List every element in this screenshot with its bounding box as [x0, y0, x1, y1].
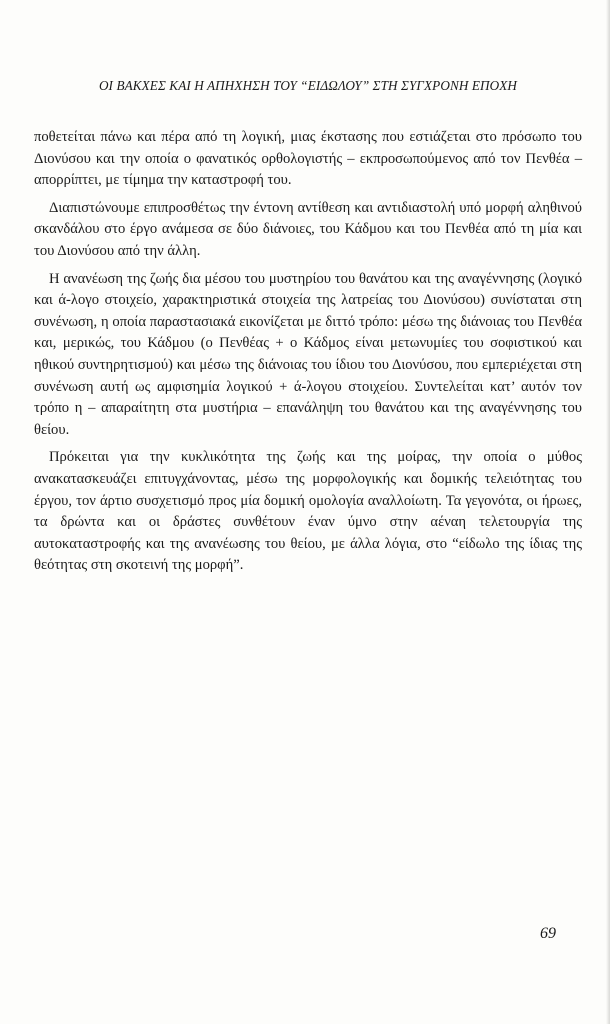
paragraph: ποθετείται πάνω και πέρα από τη λογική, μιας έκστασης που εστιάζεται στο πρόσωπο του Διονύσου και την οποία ο φανατικός ορθολογιστής – εκπροσωπούμενος από τον Πενθέα – απορρίπτει, με τίμημα την καταστροφή του.: [34, 129, 582, 189]
paragraph: Πρόκειται για την κυκλικότητα της ζωής και της μοίρας, την οποία ο μύθος ανακατασκευάζει επιτυγχάνοντας, μέσω της μορφολογικής και δομικής τελειότητας του έργου, τον άρτιο συσχετισμό προς μία δομική ομολογία αναλλοίωτη. Τα γεγονότα, οι ήρωες, τα δρώντα και οι δράστες συνθέτουν έναν ύμνο στην αέναη τελετουργία της αυτοκαταστροφής και της ανανέωσης του θείου, με άλλα λόγια, στο “είδωλο της ίδιας της θεότητας στη σκοτεινή της μορφή”.: [34, 449, 582, 574]
paragraph: Η ανανέωση της ζωής δια μέσου του μυστηρίου του θανάτου και της αναγέννησης (λογικό και ά-λογο στοιχείο, χαρακτηριστικά στοιχεία της λατρείας του Διονύσου) συνίσταται στη συνένωση, η οποία παραστασιακά εικονίζεται με διττό τρόπο: μέσω της διάνοιας του Πενθέα και, μερικώς, του Κάδμου (ο Πενθέας + ο Κάδμος είναι μετωνυμίες του σοφιστικού και ηθικού συντηρητισμού) και μέσω της διάνοιας του ίδιου του Διονύσου, που εμπεριέχεται στη συνένωση αυτή ως αμφισημία λογικού + ά-λογου στοιχείου. Συντελείται κατ’ αυτόν τον τρόπο η – απαραίτητη στα μυστήρια – επανάληψη του θανάτου και της αναγέννησης του θείου.: [34, 270, 582, 438]
page-edge-shadow: [606, 0, 610, 1024]
body-text: [34, 127, 582, 583]
running-header: ΟΙ ΒΑΚΧΕΣ ΚΑΙ Η ΑΠΗΧΗΣΗ ΤΟΥ “ΕΙΔΩΛΟΥ” ΣΤΗ ΣΥΓΧΡΟΝΗ ΕΠΟΧΗ: [98, 78, 518, 93]
page-number: 69: [540, 925, 556, 942]
paragraph: Διαπιστώνουμε επιπροσθέτως την έντονη αντίθεση και αντιδιαστολή υπό μορφή αληθινού σκανδάλου στο έργο ανάμεσα σε δύο διάνοιες, του Κάδμου και του Πενθέα από τη μία και του Διονύσου από την άλλη.: [34, 199, 582, 259]
